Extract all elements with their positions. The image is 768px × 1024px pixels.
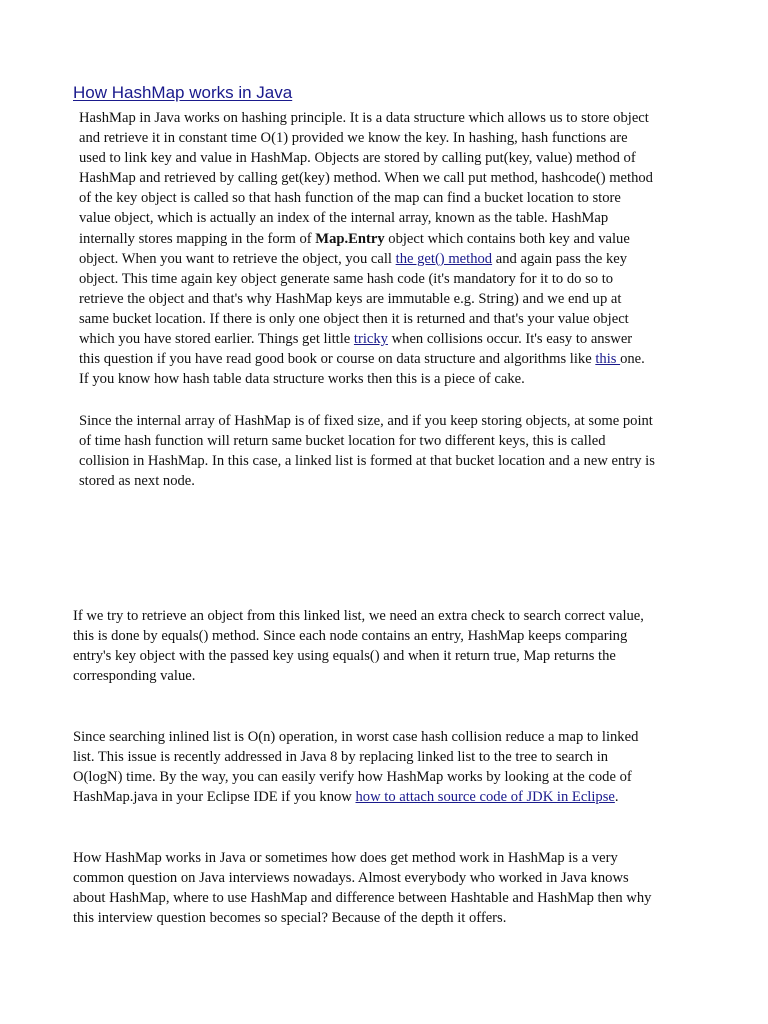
- text-line: this interview question becomes so special? Because of the depth it offers.: [73, 910, 507, 927]
- text-line: retrieve the object and that's why HashMap keys are immutable e.g. String) and we end up at: [79, 290, 622, 307]
- text-line: If you know how hash table data structure works then this is a piece of cake.: [79, 371, 525, 388]
- text-line: of time hash function will return same bucket location for two different keys, this is called: [79, 433, 606, 450]
- text-segment: when collisions occur. It's easy to answer: [387, 331, 633, 348]
- text-segment: HashMap.java in your Eclipse IDE if you know: [73, 789, 356, 806]
- text-line: HashMap in Java works on hashing principle. It is a data structure which allows us to store object: [79, 110, 649, 126]
- text-line: O(logN) time. By the way, you can easily verify how HashMap works by looking at the code of: [73, 769, 632, 786]
- text-segment: one.: [620, 351, 645, 368]
- text-line: of the key object is called so that hash function of the map can find a bucket location to store: [79, 190, 621, 207]
- text-line: value object, which is actually an index of the internal array, known as the table. HashMap: [79, 210, 609, 227]
- text-line: Since searching inlined list is O(n) operation, in worst case hash collision reduce a map to linked: [73, 729, 639, 745]
- get-method-link[interactable]: the get() method: [395, 250, 493, 267]
- text-line: this is done by equals() method. Since each node contains an entry, HashMap keeps comparing: [73, 628, 628, 645]
- text-segment: this question if you have read good book or course on data structure and algorithms like: [79, 351, 596, 368]
- paragraph-linked-list-retrieval: [73, 606, 644, 686]
- text-line: common question on Java interviews nowadays. Almost everybody who worked in Java knows: [73, 870, 629, 887]
- text-line: used to link key and value in HashMap. Objects are stored by calling put(key, value) method of: [79, 150, 636, 167]
- text-segment: which you have stored earlier. Things get little: [79, 331, 354, 348]
- text-line: stored as next node.: [79, 473, 195, 490]
- paragraph-hashing-principle: [79, 108, 653, 389]
- text-line: corresponding value.: [73, 668, 196, 685]
- paragraph-collision: [79, 411, 655, 491]
- article-title-link[interactable]: How HashMap works in Java: [73, 83, 293, 102]
- paragraph-java8-tree: [73, 727, 638, 807]
- text-segment: and again pass the key: [492, 250, 628, 267]
- text-line: same bucket location. If there is only one object then it is returned and that's your value object: [79, 310, 629, 327]
- text-segment: object. When you want to retrieve the object, you call: [79, 250, 396, 267]
- this-book-link[interactable]: this: [595, 351, 621, 368]
- text-segment: object which contains both key and value: [384, 230, 630, 247]
- text-line: HashMap and retrieved by calling get(key) method. When we call put method, hashcode() method: [79, 170, 653, 187]
- text-line: list. This issue is recently addressed in Java 8 by replacing linked list to the tree to search in: [73, 749, 609, 766]
- attach-jdk-source-link[interactable]: how to attach source code of JDK in Eclipse: [355, 789, 615, 806]
- text-line: Since the internal array of HashMap is of fixed size, and if you keep storing objects, at some point: [79, 413, 653, 429]
- text-line: [79, 249, 653, 269]
- text-segment: internally stores mapping in the form of: [79, 230, 316, 247]
- text-line: If we try to retrieve an object from this linked list, we need an extra check to search correct value,: [73, 608, 644, 624]
- text-line: entry's key object with the passed key using equals() and when it return true, Map returns the: [73, 648, 616, 665]
- text-line: [73, 787, 638, 807]
- map-entry-bold-text: Map.Entry: [315, 230, 385, 247]
- text-line: collision in HashMap. In this case, a linked list is formed at that bucket location and a new entry is: [79, 453, 655, 470]
- text-line: object. This time again key object generate same hash code (it's mandatory for it to do so to: [79, 270, 614, 287]
- text-line: [79, 329, 653, 349]
- text-line: How HashMap works in Java or sometimes how does get method work in HashMap is a very: [73, 850, 618, 866]
- tricky-link[interactable]: tricky: [353, 331, 388, 348]
- text-line: and retrieve it in constant time O(1) provided we know the key. In hashing, hash functions are: [79, 130, 628, 147]
- text-line: [79, 349, 653, 369]
- text-line: about HashMap, where to use HashMap and difference between Hashtable and HashMap then why: [73, 890, 652, 907]
- text-segment: .: [614, 789, 619, 806]
- paragraph-interview-question: [73, 848, 651, 928]
- text-line: [79, 229, 653, 249]
